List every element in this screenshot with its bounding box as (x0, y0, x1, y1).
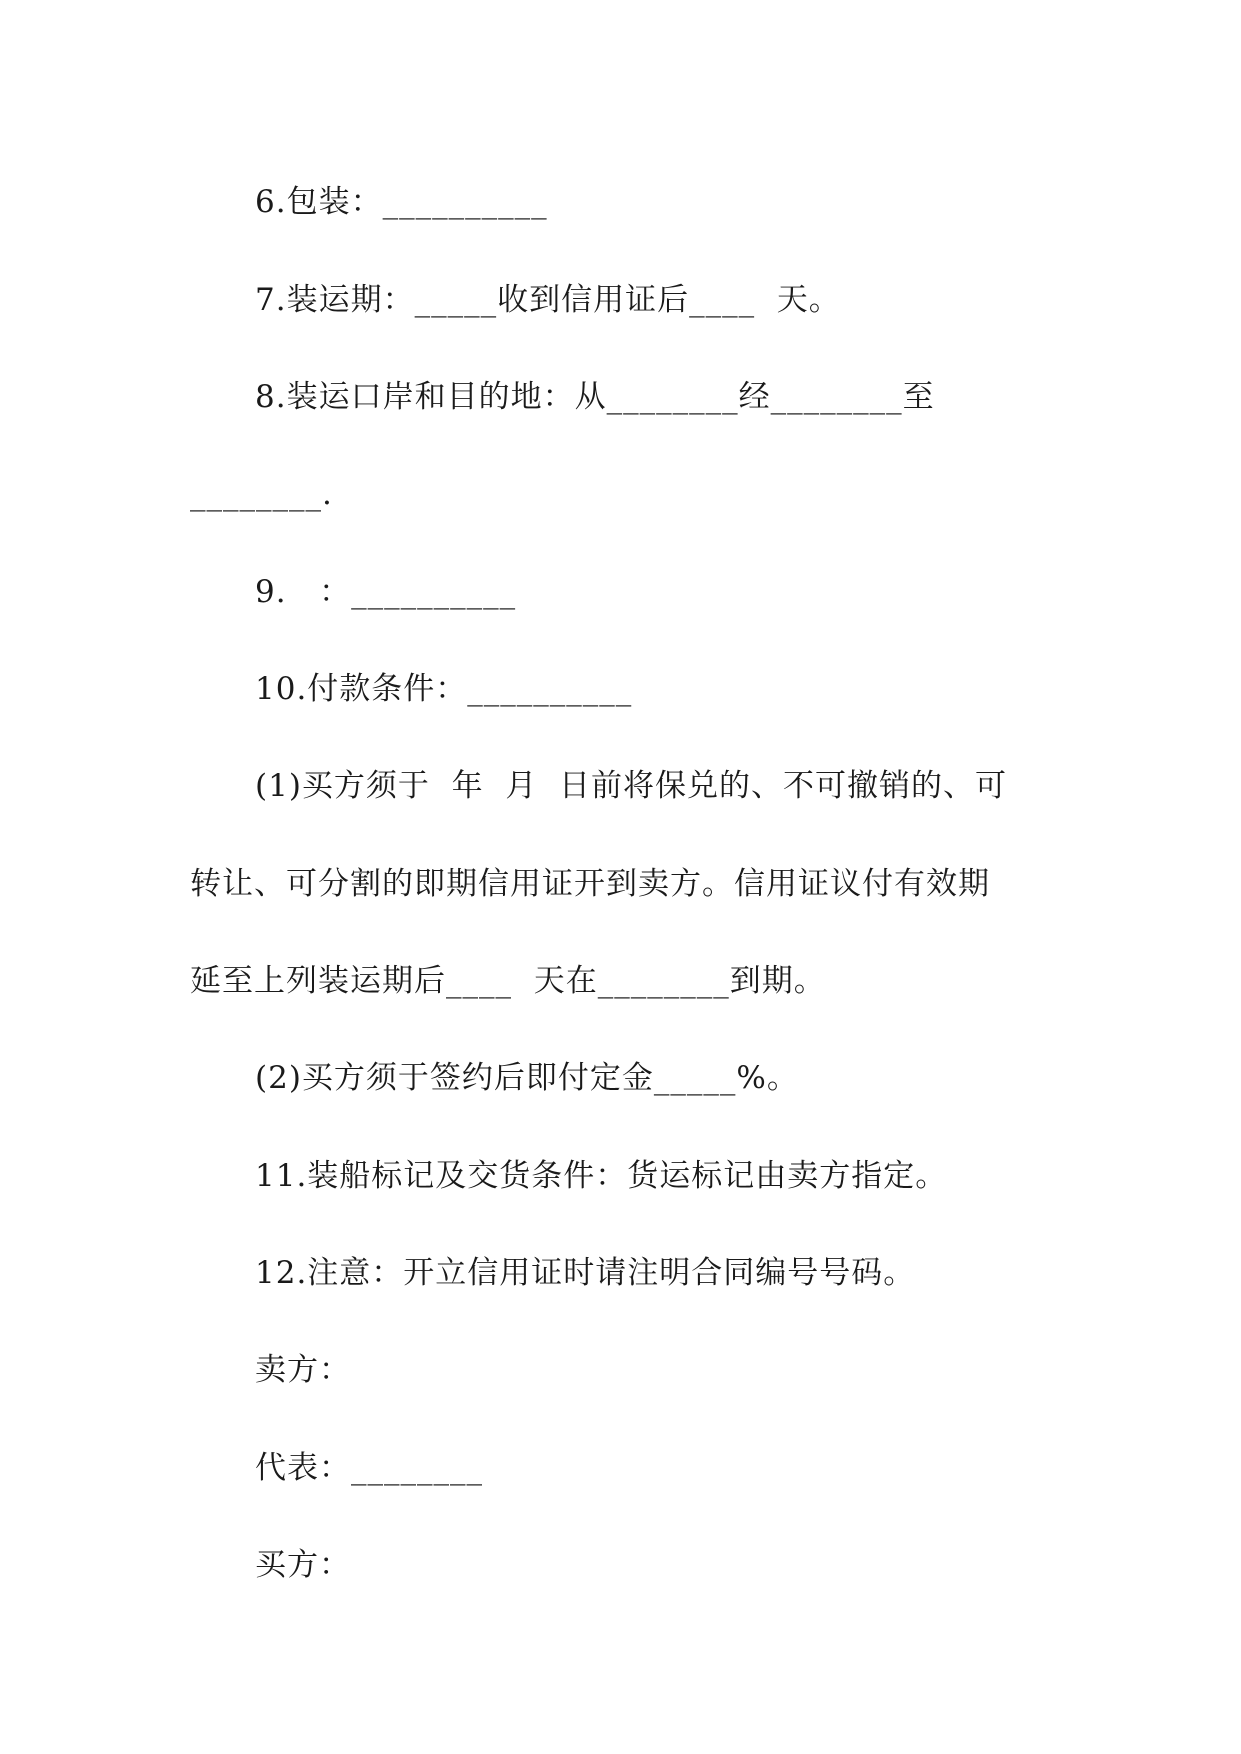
clause-9: 9. ：__________ (255, 574, 517, 610)
clause-10-payment-terms: 10.付款条件：__________ (255, 671, 633, 707)
representative-label: 代表：________ (255, 1450, 483, 1486)
clause-10-item-1-continuation-1: 转让、可分割的即期信用证开到卖方。信用证议付有效期 (190, 866, 990, 902)
buyer-label: 买方： (255, 1547, 351, 1583)
clause-10-item-1: (1)买方须于 年 月 日前将保兑的、不可撤销的、可 (255, 768, 1008, 804)
clause-10-item-2: (2)买方须于签约后即付定金_____%。 (255, 1060, 799, 1096)
clause-8-continuation: ________. (190, 476, 333, 512)
clause-11-marks-delivery: 11.装船标记及交货条件：货运标记由卖方指定。 (255, 1158, 948, 1194)
clause-10-item-1-continuation-2: 延至上列装运期后____ 天在________到期。 (190, 963, 826, 999)
clause-8-port-destination: 8.装运口岸和目的地：从________经________至 (255, 379, 935, 415)
clause-7-shipment-period: 7.装运期：_____收到信用证后____ 天。 (255, 282, 841, 318)
clause-12-note: 12.注意：开立信用证时请注明合同编号号码。 (255, 1255, 916, 1291)
seller-label: 卖方： (255, 1352, 351, 1388)
clause-6-packaging: 6.包装：__________ (255, 184, 548, 220)
